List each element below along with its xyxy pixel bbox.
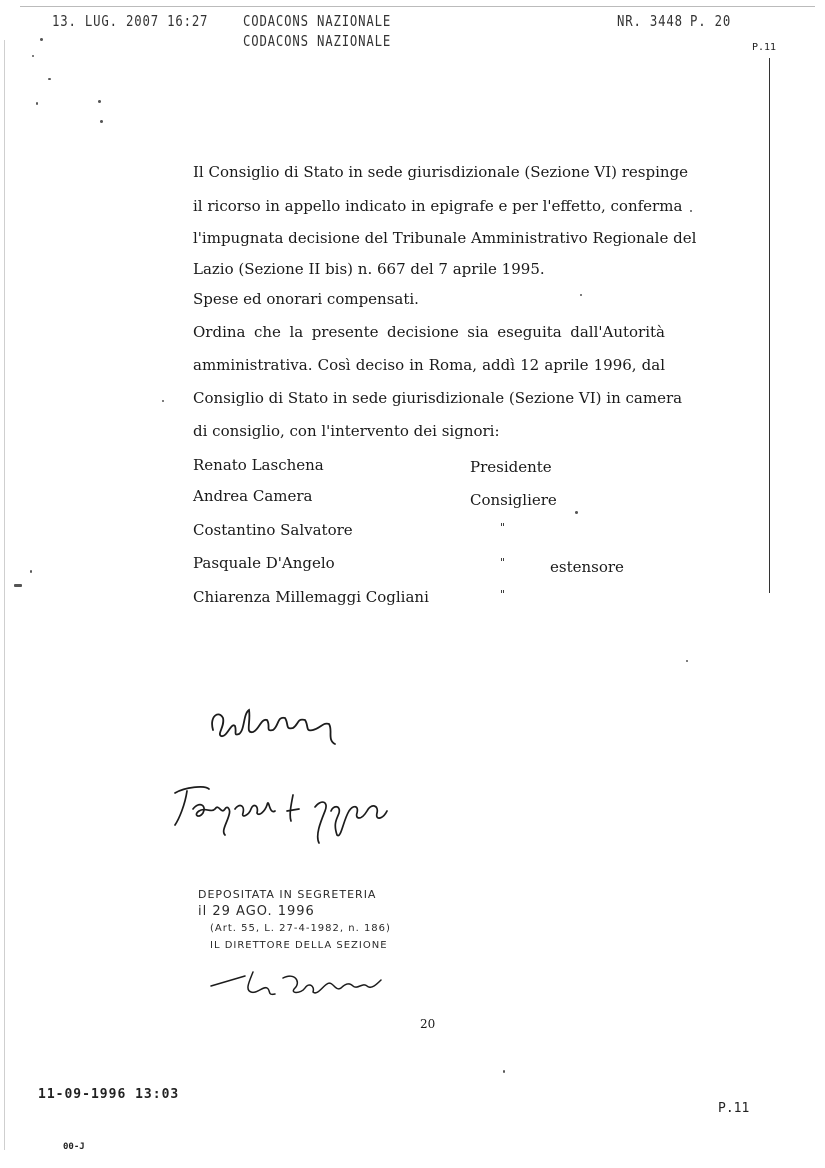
body-line-3: l'impugnata decisione del Tribunale Amministrativo Regionale del bbox=[193, 229, 697, 247]
body-line-8: Consiglio di Stato in sede giurisdizionale (Sezione VI) in camera bbox=[193, 389, 683, 407]
fax-doc-number: NR. 3448 bbox=[617, 12, 683, 30]
scan-speck bbox=[32, 55, 34, 57]
member-name: Costantino Salvatore bbox=[193, 521, 353, 539]
member-name: Andrea Camera bbox=[193, 487, 313, 505]
signature-laschena bbox=[205, 700, 345, 750]
left-scan-edge bbox=[4, 40, 5, 1150]
top-border-line bbox=[20, 6, 815, 7]
scan-speck bbox=[30, 570, 32, 573]
scan-speck bbox=[580, 294, 582, 296]
member-role-ditto: " bbox=[500, 521, 506, 534]
fax-sender: CODACONS NAZIONALE bbox=[243, 12, 392, 30]
member-name: Chiarenza Millemaggi Cogliani bbox=[193, 588, 429, 606]
scan-speck bbox=[162, 400, 164, 402]
scan-speck bbox=[690, 210, 692, 212]
scan-speck bbox=[48, 78, 51, 80]
body-line-6: Ordina che la presente decisione sia eseguita dall'Autorità bbox=[193, 323, 665, 341]
stamp-line-2: il 29 AGO. 1996 bbox=[198, 904, 315, 919]
member-role: Consigliere bbox=[470, 491, 557, 509]
body-line-4: Lazio (Sezione II bis) n. 667 del 7 aprile 1995. bbox=[193, 260, 545, 278]
member-name: Pasquale D'Angelo bbox=[193, 554, 335, 572]
fax-page: P. 20 bbox=[690, 12, 732, 30]
body-line-5: Spese ed onorari compensati. bbox=[193, 290, 419, 308]
member-role: Presidente bbox=[470, 458, 552, 476]
scan-speck bbox=[98, 100, 101, 103]
scan-speck bbox=[686, 660, 688, 662]
body-line-1: Il Consiglio di Stato in sede giurisdizionale (Sezione VI) respinge bbox=[193, 163, 689, 181]
scan-speck bbox=[575, 511, 578, 514]
body-line-9: di consiglio, con l'intervento dei signori: bbox=[193, 422, 500, 440]
body-line-7: amministrativa. Così deciso in Roma, addì 12 aprile 1996, dal bbox=[193, 356, 665, 374]
scan-speck bbox=[14, 584, 22, 587]
page-number: 20 bbox=[420, 1017, 436, 1031]
footer-code: 00-J bbox=[63, 1142, 85, 1152]
member-name: Renato Laschena bbox=[193, 456, 324, 474]
member-role-ditto: " bbox=[500, 556, 506, 569]
footer-timestamp: 11-09-1996 13:03 bbox=[38, 1087, 180, 1102]
fax-timestamp: 13. LUG. 2007 16:27 bbox=[52, 12, 209, 30]
page-corner-label: P.11 bbox=[752, 42, 777, 53]
right-border-line bbox=[769, 58, 770, 593]
signature-dangelo bbox=[165, 775, 405, 855]
member-extra-role: estensore bbox=[550, 558, 624, 576]
footer-page: P.11 bbox=[718, 1101, 750, 1116]
scan-speck bbox=[40, 38, 43, 41]
stamp-line-1: DEPOSITATA IN SEGRETERIA bbox=[198, 888, 377, 901]
scan-speck bbox=[100, 120, 103, 123]
scan-speck bbox=[503, 1070, 505, 1073]
stamp-line-3: (Art. 55, L. 27-4-1982, n. 186) bbox=[210, 923, 391, 934]
body-line-2: il ricorso in appello indicato in epigrafe e per l'effetto, conferma bbox=[193, 197, 683, 215]
scan-speck bbox=[36, 102, 38, 105]
member-role-ditto: " bbox=[500, 588, 506, 601]
stamp-line-4: IL DIRETTORE DELLA SEZIONE bbox=[210, 940, 388, 951]
fax-sender-repeat: CODACONS NAZIONALE bbox=[243, 32, 392, 50]
stamp-signature bbox=[205, 958, 405, 1003]
